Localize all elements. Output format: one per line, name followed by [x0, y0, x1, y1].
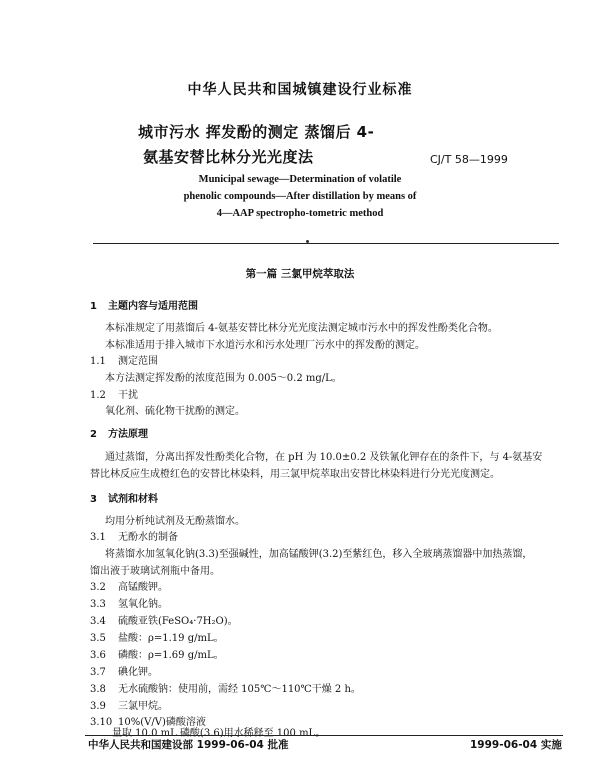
section-title: 方法原理 — [108, 429, 148, 440]
scan-speck — [306, 240, 309, 243]
s2-line-1: 通过蒸馏，分离出挥发性酚类化合物，在 pH 为 10.0±0.2 及铁氰化钾存在的条件下，与 4-氨基安 — [105, 452, 543, 463]
s2-line-2: 替比林反应生成橙红色的安替比林染料，用三氯甲烷萃取出安替比林染料进行分光光度测定。 — [90, 469, 500, 480]
item-3-5 — [90, 629, 224, 644]
item-number: 3.1 — [90, 532, 106, 543]
section-1-2-heading — [90, 386, 138, 401]
title-cn-line2: 氨基安替比林分光光度法 — [143, 148, 314, 166]
section-number: 1 — [90, 301, 97, 312]
s3-1-line-2: 馏出液于玻璃试剂瓶中备用。 — [90, 566, 220, 577]
footer-effective-date: 1999-06-04 实施 — [470, 739, 562, 751]
section-2-heading — [90, 425, 148, 440]
title-cn-line1: 城市污水 挥发酚的测定 蒸馏后 4- — [138, 123, 375, 141]
section-1-1-heading — [90, 352, 158, 367]
s1-paragraph-2: 本标准适用于排入城市下水道污水和污水处理厂污水中的挥发酚的测定。 — [105, 340, 425, 351]
subsection-title: 干扰 — [118, 390, 138, 401]
item-text: 盐酸：ρ=1.19 g/mL。 — [118, 633, 224, 644]
s1-1-text: 本方法测定挥发酚的浓度范围为 0.005～0.2 mg/L。 — [105, 373, 342, 384]
item-number: 3.8 — [90, 684, 106, 695]
item-number: 3.2 — [90, 582, 106, 593]
standard-code: CJ/T 58—1999 — [430, 153, 508, 166]
item-text: 碘化钾。 — [118, 667, 158, 678]
section-number: 3 — [90, 494, 97, 505]
item-number: 3.7 — [90, 667, 106, 678]
item-text: 高锰酸钾。 — [118, 582, 168, 593]
s3-1-line-1: 将蒸馏水加氢氧化钠(3.3)至强碱性，加高锰酸钾(3.2)至紫红色，移入全玻璃蒸馏器中加热蒸馏， — [105, 549, 533, 560]
section-title: 试剂和材料 — [108, 494, 158, 505]
item-number: 3.3 — [90, 599, 106, 610]
standard-header: 中华人民共和国城镇建设行业标准 — [187, 82, 413, 98]
item-text: 10%(V/V)磷酸溶液 — [118, 717, 206, 728]
s3-intro: 均用分析纯试剂及无酚蒸馏水。 — [105, 516, 245, 527]
item-text: 氢氧化钠。 — [118, 599, 168, 610]
item-3-4 — [90, 612, 238, 627]
section-title: 主题内容与适用范围 — [108, 301, 198, 312]
item-text: 硫酸亚铁(FeSO₄·7H₂O)。 — [118, 616, 238, 627]
item-3-1 — [90, 528, 178, 543]
s3-10-text: 量取 10.0 mL 磷酸(3.6)用水稀释至 100 mL。 — [112, 728, 326, 739]
item-text: 无酚水的制备 — [118, 532, 178, 543]
item-3-2 — [90, 578, 168, 593]
subsection-title: 测定范围 — [118, 356, 158, 367]
item-3-8 — [90, 680, 361, 695]
title-en-line2: phenolic compounds—After distillation by means of — [183, 191, 417, 202]
part-title: 第一篇 三氯甲烷萃取法 — [245, 268, 355, 280]
item-text: 无水硫酸钠：使用前，需经 105℃～110℃干燥 2 h。 — [118, 684, 361, 695]
header-rule — [93, 243, 559, 244]
title-en-line1: Municipal sewage—Determination of volatile — [198, 174, 402, 185]
s1-paragraph-1: 本标准规定了用蒸馏后 4-氨基安替比林分光光度法测定城市污水中的挥发性酚类化合物。 — [105, 323, 498, 334]
footer-rule — [85, 735, 563, 736]
item-number: 3.10 — [90, 717, 113, 728]
section-3-heading — [90, 490, 158, 505]
item-number: 3.6 — [90, 650, 106, 661]
item-3-9 — [90, 697, 168, 712]
footer-approval: 中华人民共和国建设部 1999-06-04 批准 — [88, 739, 289, 751]
item-number: 3.9 — [90, 701, 106, 712]
item-3-3 — [90, 595, 168, 610]
section-number: 2 — [90, 429, 97, 440]
item-number: 3.4 — [90, 616, 106, 627]
item-text: 磷酸：ρ=1.69 g/mL。 — [118, 650, 224, 661]
item-3-6 — [90, 646, 224, 661]
item-text: 三氯甲烷。 — [118, 701, 168, 712]
item-number: 3.5 — [90, 633, 106, 644]
subsection-number: 1.1 — [90, 356, 106, 367]
s1-2-text: 氧化剂、硫化物干扰酚的测定。 — [105, 406, 245, 417]
item-3-7 — [90, 663, 158, 678]
title-en-line3: 4—AAP spectropho-tometric method — [216, 208, 384, 219]
subsection-number: 1.2 — [90, 390, 106, 401]
section-1-heading — [90, 297, 198, 312]
